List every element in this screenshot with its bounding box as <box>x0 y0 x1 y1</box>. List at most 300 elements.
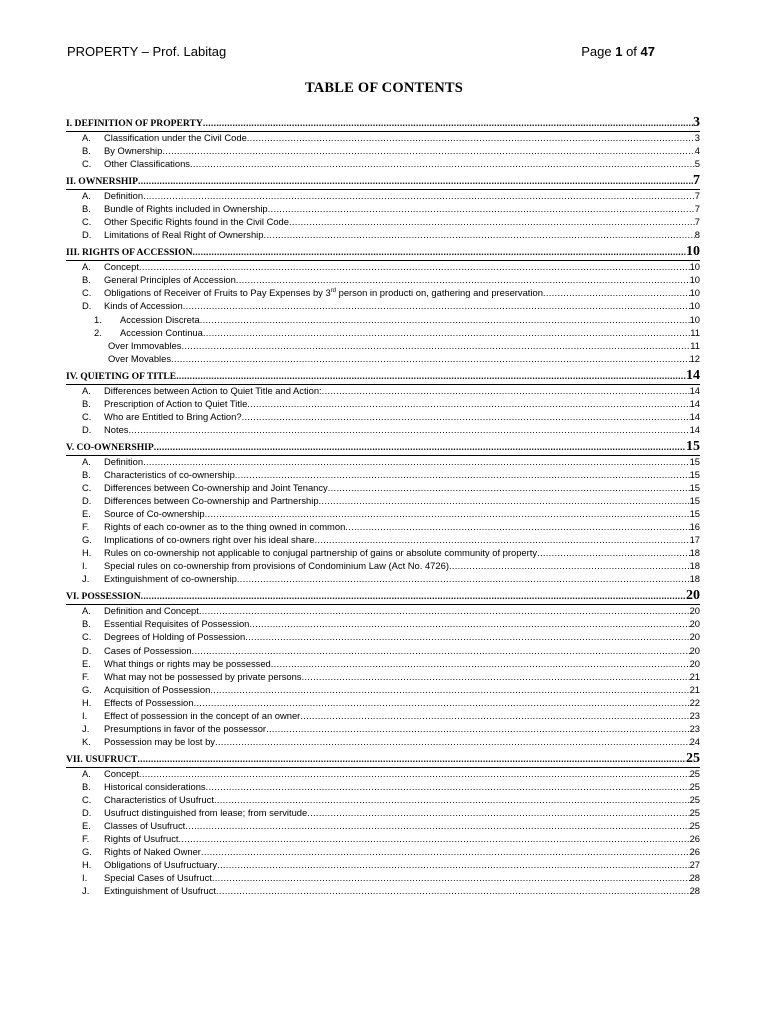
toc-page-number: 20 <box>689 644 700 656</box>
dot-leader <box>537 547 690 558</box>
toc-entry-letter: B. <box>82 618 91 630</box>
toc-entry-label <box>104 736 215 747</box>
dot-leader <box>307 807 689 818</box>
toc-entry[interactable] <box>66 547 700 560</box>
dot-leader <box>154 442 686 453</box>
dot-leader <box>543 287 690 298</box>
toc-entry-label <box>66 118 203 129</box>
toc-entry-label <box>104 145 162 156</box>
toc-entry-letter: B. <box>82 780 91 792</box>
toc-entry-letter: B. <box>82 203 91 215</box>
toc-entry-label <box>104 287 543 298</box>
toc-entry[interactable] <box>66 697 700 710</box>
toc-entry-text: Cases of Possession <box>104 644 192 656</box>
toc-entry[interactable] <box>66 495 700 508</box>
toc-entry-letter: B. <box>82 145 91 157</box>
toc-entry[interactable] <box>66 385 700 398</box>
toc-entry-letter: 2. <box>94 326 102 338</box>
toc-entry[interactable] <box>66 456 700 469</box>
dot-leader <box>181 340 690 351</box>
toc-page-number: 5 <box>694 158 700 170</box>
dot-leader <box>206 781 690 792</box>
toc-entry-letter: J. <box>82 722 90 734</box>
page-title: TABLE OF CONTENTS <box>304 80 464 96</box>
toc-entry-letter: A. <box>82 384 91 396</box>
toc-entry-text: Accession Discreta <box>120 313 200 325</box>
toc-entry[interactable] <box>66 736 700 749</box>
dot-leader <box>242 411 690 422</box>
toc-entry[interactable] <box>66 684 700 697</box>
toc-entry[interactable] <box>66 820 700 833</box>
dot-leader <box>199 605 690 616</box>
dot-leader <box>201 846 690 857</box>
toc-entry-text: Limitations of Real Right of Ownership <box>104 229 264 241</box>
dot-leader <box>179 833 690 844</box>
toc-entry[interactable] <box>66 833 700 846</box>
dot-leader <box>138 176 693 187</box>
toc-entry-text: I. DEFINITION OF PROPERTY <box>66 118 203 129</box>
dot-leader <box>249 618 689 629</box>
toc-entry-letter: H. <box>82 696 92 708</box>
toc-page-number: 8 <box>694 229 700 241</box>
toc-page-number: 21 <box>689 670 700 682</box>
toc-entry-text: Characteristics of co-ownership <box>104 468 235 480</box>
toc-entry-label <box>120 327 203 338</box>
dot-leader <box>266 723 690 734</box>
toc-section-entry[interactable] <box>66 244 700 261</box>
toc-entry-letter: F. <box>82 521 90 533</box>
toc-entry-letter: B. <box>82 274 91 286</box>
toc-page-number: 7 <box>693 173 700 189</box>
toc-entry-label <box>108 353 171 364</box>
toc-entry-label <box>104 190 143 201</box>
toc-entry-letter: E. <box>82 820 91 832</box>
toc-entry-text: Usufruct distinguished from lease; from servitude <box>104 807 308 819</box>
toc-entry-text: Rights of each co-owner as to the thing owned in common <box>104 521 346 533</box>
toc-page-number: 15 <box>689 468 700 480</box>
dot-leader <box>176 371 686 382</box>
toc-page-number: 20 <box>686 588 700 604</box>
toc-entry[interactable] <box>66 411 700 424</box>
toc-entry[interactable] <box>66 671 700 684</box>
toc-page-number: 3 <box>694 132 700 143</box>
toc-entry[interactable] <box>66 132 700 145</box>
toc-page-number: 18 <box>689 560 700 572</box>
toc-page-number: 25 <box>689 807 700 819</box>
toc-page-number: 7 <box>694 216 700 228</box>
dot-leader <box>263 229 694 240</box>
toc-entry-label <box>104 618 249 629</box>
toc-entry-text: Over Movables <box>108 352 172 364</box>
toc-section-entry[interactable] <box>66 588 700 605</box>
toc-entry-label <box>66 371 176 382</box>
toc-entry-text: Possession may be lost by <box>104 735 215 747</box>
dot-leader <box>271 658 690 669</box>
running-header-title: PROPERTY – Prof. Labitag <box>67 44 227 59</box>
toc-entry[interactable] <box>66 216 700 229</box>
toc-page-number: 15 <box>689 481 700 493</box>
toc-entry-letter: D. <box>82 495 92 507</box>
page-current: 1 <box>615 44 623 59</box>
toc-entry-label <box>104 534 315 545</box>
toc-entry[interactable] <box>66 534 700 547</box>
toc-entry-text: Classes of Usufruct <box>104 820 186 832</box>
toc-entry[interactable] <box>66 768 700 781</box>
toc-entry[interactable] <box>66 872 700 885</box>
toc-entry-letter: E. <box>82 657 91 669</box>
toc-page-number: 15 <box>689 455 700 467</box>
toc-entry[interactable] <box>66 469 700 482</box>
dot-leader <box>245 631 689 642</box>
toc-entry-letter: K. <box>82 735 91 747</box>
toc-entry-label <box>104 658 271 669</box>
toc-page-number: 28 <box>689 885 700 897</box>
toc-entry-label <box>104 508 205 519</box>
dot-leader <box>143 190 695 201</box>
toc-entry-text: Notes <box>104 423 129 435</box>
toc-entry-letter: E. <box>82 508 91 520</box>
toc-entry-text: Characteristics of Usufruct <box>104 793 214 805</box>
toc-entry-label <box>104 229 263 240</box>
toc-entry-letter: B. <box>82 397 91 409</box>
dot-leader <box>129 424 690 435</box>
toc-page-number: 14 <box>689 397 700 409</box>
dot-leader <box>212 872 690 883</box>
toc-page-number: 16 <box>689 521 700 533</box>
toc-entry-label <box>104 158 190 169</box>
toc-entry[interactable] <box>66 300 700 313</box>
toc-entry-letter: C. <box>82 158 92 170</box>
toc-page-number: 26 <box>689 833 700 845</box>
toc-page-number: 10 <box>686 244 700 260</box>
toc-entry-label <box>104 411 242 422</box>
toc-page-number: 20 <box>689 631 700 643</box>
dot-leader <box>205 508 690 519</box>
toc-entry[interactable] <box>66 794 700 807</box>
toc-entry[interactable] <box>66 645 700 658</box>
toc-entry-label <box>104 631 245 642</box>
toc-entry-letter: A. <box>82 261 91 273</box>
toc-entry-text: VI. POSSESSION <box>66 591 141 603</box>
toc-entry-text: III. RIGHTS OF ACCESSION <box>66 247 193 259</box>
toc-entry-text: Essential Requisites of Possession <box>104 618 250 630</box>
toc-entry-label <box>104 833 179 844</box>
page-number <box>581 44 655 59</box>
toc-entry-letter: F. <box>82 833 90 845</box>
toc-page-number: 17 <box>689 534 700 546</box>
toc-entry-label <box>104 573 237 584</box>
toc-page-number: 24 <box>689 735 700 747</box>
toc-entry-label <box>104 495 319 506</box>
toc-entry-letter: C. <box>82 481 92 493</box>
toc-entry[interactable] <box>66 560 700 573</box>
toc-entry[interactable] <box>66 424 700 437</box>
page-prefix: Page <box>581 44 616 59</box>
toc-entry-letter: I. <box>82 872 88 884</box>
toc-entry-letter: F. <box>82 670 90 682</box>
dot-leader <box>216 885 690 896</box>
toc-page-number: 18 <box>689 573 700 585</box>
toc-entry-label <box>108 340 181 351</box>
toc-entry-text: Definition <box>104 455 144 467</box>
toc-entry-label <box>104 261 139 272</box>
toc-entry-letter: J. <box>82 885 90 897</box>
page-of: of <box>622 44 641 59</box>
toc-entry-label <box>104 723 266 734</box>
toc-entry-label <box>104 781 206 792</box>
toc-entry-text: Definition and Concept <box>104 605 199 617</box>
toc-entry-text: Source of Co-ownership <box>104 508 205 520</box>
toc-entry-text: Effect of possession in the concept of an owner <box>104 709 301 721</box>
toc-entry-text: Presumptions in favor of the possessor <box>104 722 267 734</box>
toc-entry-text: Differences between Co-ownership and Joint Tenancy <box>104 481 328 493</box>
toc-page-number: 7 <box>694 203 700 215</box>
toc-entry-text: Special Cases of Usufruct <box>104 872 212 884</box>
dot-leader <box>200 314 690 325</box>
toc-entry-text: Implications of co-owners right over his ideal share <box>104 534 315 546</box>
toc-entry-text: Bundle of Rights included in Ownership <box>104 203 268 215</box>
toc-entry-text: IV. QUIETING OF TITLE <box>66 370 177 382</box>
toc-entry-text: V. CO-OWNERSHIP <box>66 441 154 453</box>
toc-entry-text: Over Immovables <box>108 339 182 351</box>
dot-leader <box>139 768 690 779</box>
toc-entry-text: Degrees of Holding of Possession <box>104 631 246 643</box>
toc-entry[interactable] <box>66 353 700 366</box>
dot-leader <box>235 469 690 480</box>
toc-entry[interactable] <box>66 807 700 820</box>
toc-page-number: 14 <box>689 410 700 422</box>
toc-page-number: 15 <box>689 508 700 520</box>
toc-entry-label <box>104 710 300 721</box>
page-total: 47 <box>640 44 655 59</box>
toc-entry-letter: C. <box>82 631 92 643</box>
toc-entry-label <box>104 482 328 493</box>
toc-page-number: 20 <box>689 605 700 617</box>
toc-page-number: 22 <box>689 696 700 708</box>
toc-entry-letter: A. <box>82 605 91 617</box>
dot-leader <box>162 145 694 156</box>
toc-entry-label <box>104 424 129 435</box>
toc-page-number: 15 <box>689 495 700 507</box>
toc-page-number: 20 <box>689 657 700 669</box>
toc-entry[interactable] <box>66 618 700 631</box>
toc-page-number: 15 <box>686 438 700 454</box>
toc-page-number: 14 <box>689 423 700 435</box>
toc-entry[interactable] <box>66 521 700 534</box>
toc-entry-text: Rules on co-ownership not applicable to conjugal partnership of gains or absolute community of property <box>104 547 538 559</box>
toc-entry-text: Kinds of Accession <box>104 300 183 312</box>
dot-leader <box>236 274 690 285</box>
toc-entry-text: Historical considerations <box>104 780 206 792</box>
toc-entry-letter: H. <box>82 859 92 871</box>
toc-entry[interactable] <box>66 145 700 158</box>
dot-leader <box>315 534 690 545</box>
toc-entry[interactable] <box>66 508 700 521</box>
toc-entry[interactable] <box>66 190 700 203</box>
dot-leader <box>322 385 690 396</box>
dot-leader <box>247 132 695 143</box>
toc-entry-letter: G. <box>82 683 92 695</box>
toc-entry-text: Definition <box>104 190 144 202</box>
toc-section-entry[interactable] <box>66 751 700 768</box>
toc-page-number: 14 <box>686 367 700 383</box>
toc-entry[interactable] <box>66 710 700 723</box>
toc-page-number: 10 <box>689 287 700 299</box>
toc-page-number: 10 <box>689 300 700 312</box>
toc-entry[interactable] <box>66 781 700 794</box>
toc-entry-label <box>104 768 139 779</box>
toc-entry[interactable] <box>66 274 700 287</box>
toc-entry[interactable] <box>66 631 700 644</box>
dot-leader <box>214 794 690 805</box>
toc-page-number: 10 <box>689 261 700 273</box>
toc-entry-letter: J. <box>82 573 90 585</box>
toc-entry-text: General Principles of Accession <box>104 274 236 286</box>
toc-entry-letter: D. <box>82 423 92 435</box>
ordinal-superscript: rd <box>330 288 337 295</box>
dot-leader <box>143 456 689 467</box>
toc-page-number: 4 <box>694 145 700 157</box>
toc-entry[interactable] <box>66 229 700 242</box>
toc-entry-letter: I. <box>82 560 88 572</box>
toc-section-entry[interactable] <box>66 368 700 385</box>
dot-leader <box>185 820 689 831</box>
toc-page-number: 11 <box>690 326 700 338</box>
toc-entry[interactable] <box>66 605 700 618</box>
toc-section-entry[interactable] <box>66 173 700 190</box>
toc-page-number: 26 <box>689 846 700 858</box>
toc-entry[interactable] <box>66 327 700 340</box>
toc-entry-text: VII. USUFRUCT <box>66 753 138 765</box>
dot-leader <box>289 216 695 227</box>
toc-entry-label <box>104 216 289 227</box>
dot-leader <box>302 671 690 682</box>
toc-entry-label <box>104 547 537 558</box>
toc-entry-text: Other Classifications <box>104 158 190 170</box>
toc-entry[interactable] <box>66 482 700 495</box>
table-of-contents <box>66 113 700 898</box>
toc-page-number: 25 <box>689 780 700 792</box>
toc-entry-label <box>104 521 345 532</box>
dot-leader <box>193 247 686 258</box>
toc-entry-label <box>104 398 247 409</box>
dot-leader <box>449 560 690 571</box>
toc-entry[interactable] <box>66 859 700 872</box>
toc-entry[interactable] <box>66 314 700 327</box>
toc-entry-label <box>104 885 216 896</box>
toc-entry-letter: B. <box>82 468 91 480</box>
toc-entry-label <box>104 274 236 285</box>
toc-entry-label <box>104 469 235 480</box>
toc-page-number: 25 <box>689 767 700 779</box>
toc-entry-letter: G. <box>82 846 92 858</box>
toc-page-number: 12 <box>689 352 700 364</box>
toc-entry-text: Concept <box>104 261 139 273</box>
toc-entry-label <box>104 807 307 818</box>
toc-entry-letter: H. <box>82 547 92 559</box>
toc-entry[interactable] <box>66 261 700 274</box>
toc-entry-letter: D. <box>82 300 92 312</box>
toc-entry[interactable] <box>66 158 700 171</box>
toc-entry-label <box>104 605 199 616</box>
dot-leader <box>345 521 689 532</box>
toc-entry-text: Who are Entitled to Bring Action? <box>104 410 242 422</box>
toc-entry-letter: A. <box>82 132 91 143</box>
toc-entry-letter: D. <box>82 807 92 819</box>
toc-page-number: 25 <box>689 793 700 805</box>
toc-page-number: 25 <box>689 820 700 832</box>
toc-entry[interactable] <box>66 398 700 411</box>
toc-entry[interactable] <box>66 340 700 353</box>
toc-entry-letter: D. <box>82 644 92 656</box>
dot-leader <box>215 736 690 747</box>
toc-entry-letter: 1. <box>94 313 102 325</box>
toc-entry-label <box>104 684 210 695</box>
toc-entry[interactable] <box>66 846 700 859</box>
toc-entry-text: Extinguishment of Usufruct <box>104 885 217 897</box>
toc-entry-label <box>104 300 183 311</box>
toc-page-number: 20 <box>689 618 700 630</box>
toc-entry-text: Acquisition of Possession <box>104 683 211 695</box>
toc-entry[interactable] <box>66 885 700 898</box>
dot-leader <box>137 754 686 765</box>
toc-entry-text: Rights of Usufruct <box>104 833 179 845</box>
toc-entry-letter: I. <box>82 709 88 721</box>
toc-entry-text: Rights of Naked Owner <box>104 846 201 858</box>
toc-entry-label <box>104 132 247 143</box>
toc-entry-text: Obligations of Receiver of Fruits to Pay Expenses by 3 <box>104 287 331 299</box>
toc-entry[interactable] <box>66 658 700 671</box>
dot-leader <box>217 859 689 870</box>
toc-section-entry[interactable] <box>66 115 700 132</box>
toc-entry[interactable] <box>66 573 700 586</box>
toc-entry-letter: C. <box>82 793 92 805</box>
toc-page-number: 21 <box>689 683 700 695</box>
dot-leader <box>193 697 689 708</box>
toc-entry[interactable] <box>66 723 700 736</box>
toc-entry-label <box>104 846 201 857</box>
dot-leader <box>247 398 689 409</box>
toc-entry-label <box>104 385 322 396</box>
toc-entry-letter: C. <box>82 287 92 299</box>
dot-leader <box>237 573 690 584</box>
toc-entry-letter: A. <box>82 767 91 779</box>
toc-entry-letter: D. <box>82 229 92 241</box>
toc-entry-label <box>104 697 193 708</box>
dot-leader <box>139 261 690 272</box>
dot-leader <box>300 710 689 721</box>
toc-page-number: 10 <box>689 313 700 325</box>
toc-section-entry[interactable] <box>66 439 700 456</box>
dot-leader <box>183 300 690 311</box>
toc-page-number: 11 <box>690 339 700 351</box>
toc-entry-text: Effects of Possession <box>104 696 194 708</box>
toc-entry-label <box>104 794 214 805</box>
toc-entry-text: Other Specific Rights found in the Civil Code <box>104 216 289 228</box>
toc-entry-text: Special rules on co-ownership from provisions of Condominium Law (Act No. 4726) <box>104 560 449 572</box>
toc-entry-text: Differences between Co-ownership and Partnership <box>104 495 319 507</box>
toc-entry-text: Extinguishment of co-ownership <box>104 573 237 585</box>
toc-page-number: 18 <box>689 547 700 559</box>
dot-leader <box>203 327 690 338</box>
toc-entry[interactable] <box>66 203 700 216</box>
toc-entry-text: By Ownership <box>104 145 163 157</box>
toc-entry[interactable] <box>66 287 700 300</box>
toc-page-number: 23 <box>689 709 700 721</box>
toc-entry-text: Differences between Action to Quiet Title and Action: <box>104 384 322 396</box>
dot-leader <box>328 482 690 493</box>
toc-entry-label <box>66 442 154 453</box>
